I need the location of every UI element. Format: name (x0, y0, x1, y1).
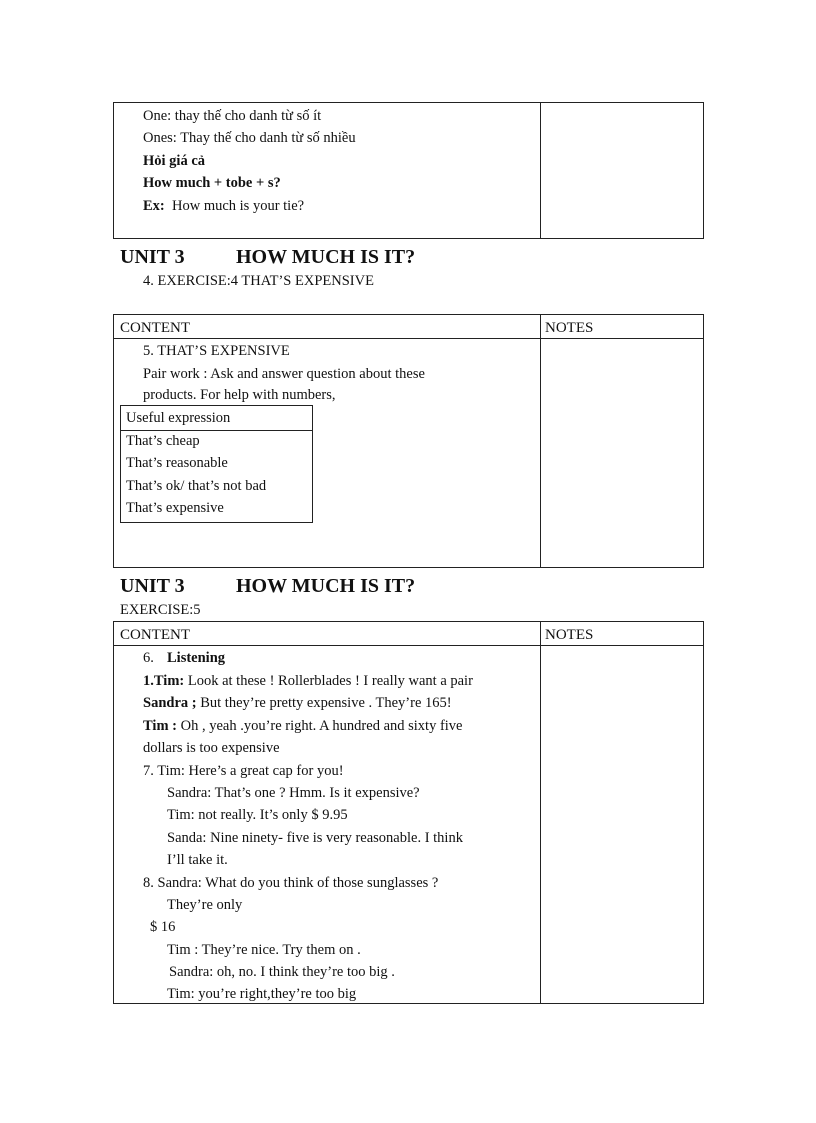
dialogue-line-10: 8. Sandra: What do you think of those sunglasses ? (143, 875, 439, 891)
expression-cheap: That’s cheap (126, 433, 200, 449)
dialogue-line-3 (143, 717, 463, 735)
dialogue-line-15: Tim: you’re right,they’re too big (167, 986, 357, 1002)
useful-expression-title: Useful expression (126, 410, 231, 426)
unit-heading-2: UNIT 3 (120, 575, 185, 597)
speaker-tim-2: Tim : (143, 718, 177, 734)
dialogue-line-12: $ 16 (150, 919, 176, 935)
dialogue-line-1 (143, 672, 473, 690)
note-line-one: One: thay thế cho danh từ số ít (143, 108, 322, 124)
dialogue-line-8: Sanda: Nine ninety- five is very reasonable. I think (167, 830, 463, 846)
note-line-ask-price: Hỏi giá cả (143, 153, 206, 169)
line-3-text: Oh , yeah .you’re right. A hundred and sixty five (176, 718, 463, 734)
note-line-ex-text: How much is your tie? (172, 198, 305, 214)
col-header-notes-2: NOTES (545, 627, 594, 643)
unit-title-2: HOW MUCH IS IT? (236, 575, 416, 597)
item-6-number: 6. (143, 650, 154, 666)
pair-work-line-1: Pair work : Ask and answer question about these (143, 366, 425, 382)
unit-title: HOW MUCH IS IT? (236, 246, 416, 268)
dialogue-line-11: They’re only (167, 897, 243, 913)
note-line-formula: How much + tobe + s? (143, 175, 281, 191)
exercise-subtitle: 4. EXERCISE:4 THAT’S EXPENSIVE (143, 273, 374, 289)
expression-ok: That’s ok/ that’s not bad (126, 478, 267, 494)
dialogue-line-13: Tim : They’re nice. Try them on . (167, 942, 361, 958)
item-6-label: Listening (167, 650, 226, 666)
note-line-ex-label: Ex: (143, 198, 165, 214)
expression-expensive: That’s expensive (126, 500, 224, 516)
note-line-ones: Ones: Thay thế cho danh từ số nhiều (143, 130, 356, 146)
dialogue-line-4: dollars is too expensive (143, 740, 280, 756)
dialogue-line-2 (143, 694, 452, 712)
pair-work-line-2: products. For help with numbers, (143, 387, 336, 403)
dialogue-line-9: I’ll take it. (167, 852, 228, 868)
dialogue-line-5: 7. Tim: Here’s a great cap for you! (143, 763, 344, 779)
item-5-title: 5. THAT’S EXPENSIVE (143, 343, 290, 359)
speaker-sandra: Sandra ; (143, 695, 197, 711)
expression-reasonable: That’s reasonable (126, 455, 228, 471)
dialogue-line-6: Sandra: That’s one ? Hmm. Is it expensive? (167, 785, 420, 801)
col-header-content-2: CONTENT (120, 627, 190, 643)
line-2-text: But they’re pretty expensive . They’re 165! (196, 695, 452, 711)
line-1-text: Look at these ! Rollerblades ! I really want a pair (184, 673, 473, 689)
dialogue-line-7: Tim: not really. It’s only $ 9.95 (167, 807, 348, 823)
dialogue-line-14: Sandra: oh, no. I think they’re too big . (169, 964, 395, 980)
exercise-5-subtitle: EXERCISE:5 (120, 602, 201, 618)
col-header-notes: NOTES (545, 320, 594, 336)
speaker-tim: 1.Tim: (143, 673, 185, 689)
unit-heading: UNIT 3 (120, 246, 185, 268)
col-header-content: CONTENT (120, 320, 190, 336)
